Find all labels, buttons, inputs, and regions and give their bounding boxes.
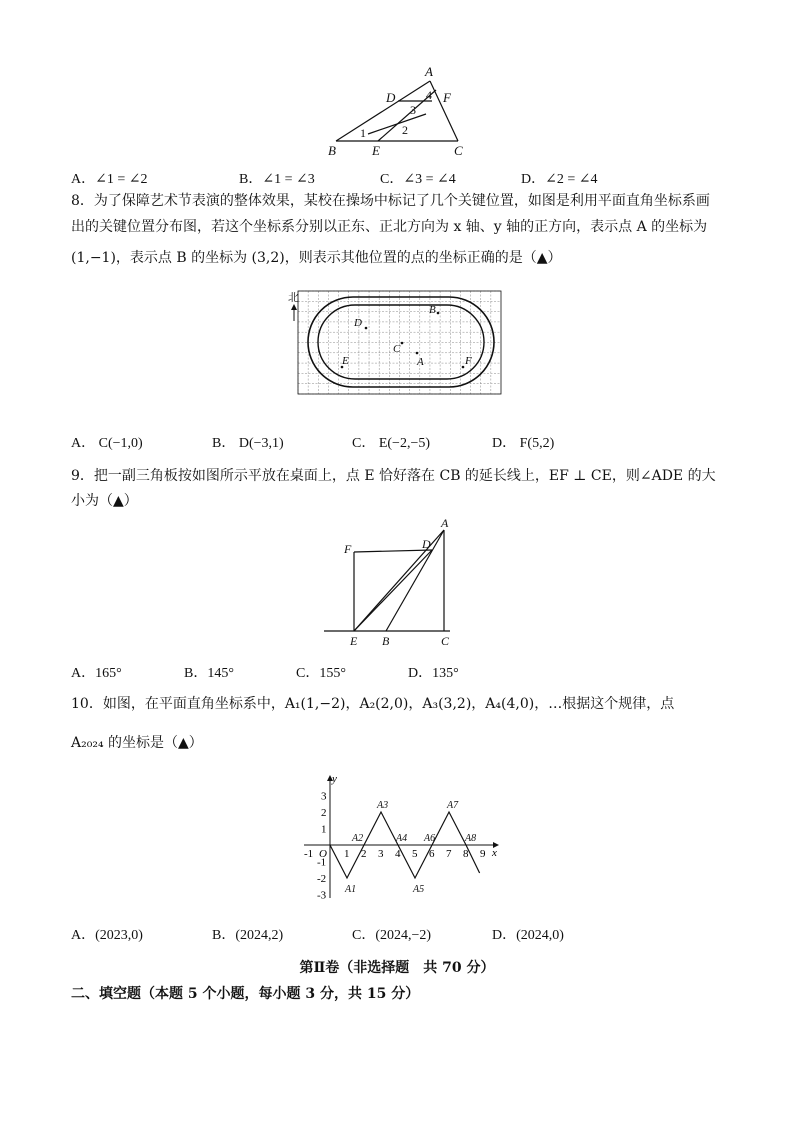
q10-xtick-label: 8 [463, 848, 469, 860]
q8-point-C [401, 342, 404, 345]
q7-option-a-key: A． [71, 172, 96, 187]
q10-option-a-key: A． [71, 928, 96, 943]
q8-option-c-key: C． [352, 436, 376, 451]
q7-option-c-key: C． [380, 172, 404, 187]
q10-xtick-label: 7 [446, 848, 452, 860]
q9-figure [320, 515, 470, 650]
q7-option-c-text: ∠3 = ∠4 [403, 172, 456, 187]
q7-label-E: E [372, 143, 380, 158]
q10-stem-line1: 10．如图，在平面直角坐标系中，A₁(1,−2)，A₂(2,0)，A₃(3,2)，A₄(4,0)，…根据这个规律，点 [71, 696, 675, 712]
q8-label-E: E [342, 355, 349, 367]
q9-option-c-key: C． [296, 666, 320, 681]
q8-north-arrowhead-icon [291, 304, 297, 310]
q9-option-a[interactable] [71, 662, 122, 682]
q8-point-B [437, 312, 440, 315]
q9-option-a-text: 165° [95, 666, 122, 681]
q10-option-c-text: (2024,−2) [375, 928, 432, 943]
q8-label-A: A [417, 356, 424, 368]
q9-label-A: A [441, 516, 449, 530]
q9-option-d-text: 135° [432, 666, 459, 681]
q8-stem-line3: (1,−1)，表示点 B 的坐标为 (3,2)，则表示其他位置的点的坐标正确的是（▲） [71, 250, 562, 266]
q7-option-b-key: B． [239, 172, 263, 187]
part-2-title: 二、填空题（本题 5 个小题，每小题 3 分，共 15 分） [71, 986, 420, 1002]
q7-angle-1: 1 [360, 126, 366, 140]
q7-label-D: D [386, 90, 396, 105]
q10-option-d-text: (2024,0) [516, 928, 564, 943]
q7-option-a-text: ∠1 = ∠2 [95, 172, 148, 187]
q8-option-c-text: E(−2,−5) [378, 436, 431, 451]
q7-label-C: C [454, 143, 463, 158]
q7-option-a[interactable] [71, 168, 147, 188]
q10-stem-line2: A₂₀₂₄ 的坐标是（▲） [71, 735, 203, 751]
q10-point-label: A5 [413, 884, 425, 895]
q10-option-c-key: C． [352, 928, 376, 943]
q10-option-b[interactable] [212, 924, 283, 944]
q8-label-D: D [354, 317, 362, 329]
q8-option-c[interactable] [352, 432, 430, 452]
q8-option-d-text: F(5,2) [519, 436, 555, 451]
q9-stem-line1: 9．把一副三角板按如图所示平放在桌面上，点 E 恰好落在 CB 的延长线上，EF ⊥ CE，则∠ADE 的大 [71, 468, 716, 484]
q10-origin-label: O [319, 848, 327, 860]
q9-option-c-text: 155° [319, 666, 346, 681]
q8-option-a-key: A． [71, 436, 96, 451]
q10-point-label: A4 [396, 833, 408, 844]
q8-option-d[interactable] [492, 432, 554, 452]
q8-figure [286, 287, 506, 399]
section-2-title: 第Ⅱ卷（非选择题 共 70 分） [299, 960, 495, 976]
q10-ytick-label: 3 [321, 790, 327, 803]
q8-label-C: C [393, 343, 401, 355]
q10-y-label: y [332, 773, 337, 785]
q8-point-D [365, 327, 368, 330]
q9-option-b-text: 145° [207, 666, 234, 681]
q10-point-label: A3 [377, 800, 389, 811]
q9-line-FD [354, 550, 432, 552]
q10-point-label: A6 [424, 833, 436, 844]
q7-option-d-key: D． [521, 172, 546, 187]
q10-x-label: x [492, 847, 497, 859]
q10-option-b-key: B． [212, 928, 236, 943]
q10-option-c[interactable] [352, 924, 431, 944]
q9-label-B: B [382, 634, 390, 648]
q10-xtick-label: 2 [361, 848, 367, 860]
q10-ytick-label: -2 [317, 873, 327, 885]
q9-label-C: C [441, 634, 450, 648]
q10-point-label: A1 [345, 884, 357, 895]
q8-stem-line2: 出的关键位置分布图，若这个坐标系分别以正东、正北方向为 x 轴、y 轴的正方向，表示点 A 的坐标为 [71, 219, 708, 235]
q9-option-c[interactable] [296, 662, 346, 682]
q7-label-A: A [425, 64, 433, 79]
q9-option-d-key: D． [408, 666, 433, 681]
q10-xtick-label: 9 [480, 848, 486, 860]
q8-option-b-key: B． [212, 436, 236, 451]
q10-ytick-label: 1 [321, 823, 327, 836]
q10-option-a-text: (2023,0) [95, 928, 143, 943]
q7-option-d-text: ∠2 = ∠4 [545, 172, 598, 187]
q7-option-d[interactable] [521, 168, 597, 188]
q9-label-E: E [350, 634, 358, 648]
q10-figure [298, 770, 508, 905]
q10-option-d[interactable] [492, 924, 564, 944]
q10-ytick-label: -1 [317, 856, 327, 869]
q7-angle-2: 2 [402, 123, 408, 137]
q10-ticks [304, 791, 486, 902]
q10-xtick-label: -1 [304, 848, 314, 860]
q7-option-b[interactable] [239, 168, 315, 188]
q7-figure [326, 62, 476, 162]
q10-xtick-label: 3 [378, 848, 384, 860]
q8-label-B: B [429, 304, 436, 316]
q9-option-b-key: B． [184, 666, 208, 681]
q10-point-label: A7 [447, 800, 459, 811]
q7-label-F: F [443, 90, 451, 105]
q10-option-a[interactable] [71, 924, 143, 944]
q7-option-c[interactable] [380, 168, 456, 188]
q9-option-b[interactable] [184, 662, 234, 682]
q10-ytick-label: -3 [317, 889, 327, 902]
q10-option-b-text: (2024,2) [235, 928, 284, 943]
q9-option-d[interactable] [408, 662, 459, 682]
q8-point-F [462, 366, 465, 369]
q7-option-b-text: ∠1 = ∠3 [262, 172, 315, 187]
q10-point-label: A8 [465, 833, 477, 844]
q7-label-B: B [328, 143, 336, 158]
q8-option-a[interactable] [71, 432, 143, 452]
q10-xtick-label: 4 [395, 848, 401, 860]
q10-ytick-label: 2 [321, 807, 327, 819]
q8-north-label: 北 [288, 292, 299, 304]
q9-line-BA [386, 530, 444, 631]
q7-angle-4: 4 [426, 88, 432, 102]
q8-option-d-key: D． [492, 436, 517, 451]
q8-label-F: F [465, 355, 472, 367]
q7-line-inner [368, 114, 426, 134]
q7-angle-3: 3 [410, 103, 416, 117]
q10-xtick-label: 6 [429, 848, 435, 860]
q10-option-d-key: D． [492, 928, 517, 943]
q10-point-label: A2 [352, 833, 364, 844]
q10-xtick-label: 1 [344, 848, 350, 860]
q8-option-b-text: D(−3,1) [238, 436, 284, 451]
q9-label-F: F [344, 542, 352, 556]
q9-option-a-key: A． [71, 666, 96, 681]
q8-point-A [416, 352, 419, 355]
q9-label-D: D [422, 537, 431, 551]
q9-stem-line2: 小为（▲） [71, 493, 138, 509]
q10-xtick-label: 5 [412, 848, 418, 860]
q8-stem-line1: 8．为了保障艺术节表演的整体效果，某校在操场中标记了几个关键位置，如图是利用平面直角坐标系画 [71, 193, 710, 209]
q8-option-a-text: C(−1,0) [98, 436, 143, 451]
q8-option-b[interactable] [212, 432, 284, 452]
